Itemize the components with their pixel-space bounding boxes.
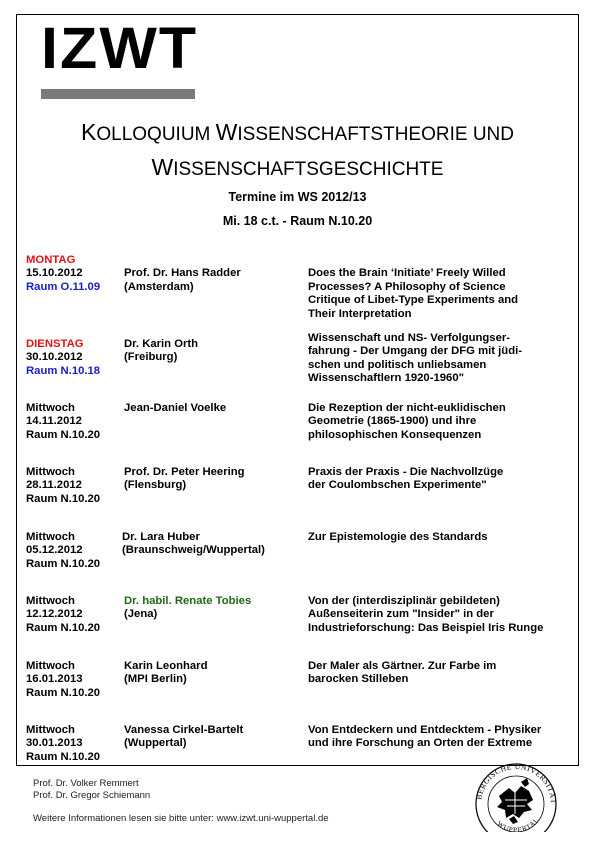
entry-title-column <box>308 402 571 442</box>
entry-date: 16.01.2013 <box>26 673 83 686</box>
entry-date: 30.10.2012 <box>26 351 83 364</box>
entry-speaker-column <box>124 267 304 294</box>
entry-title-column <box>308 595 571 635</box>
entry-date-column <box>26 660 122 700</box>
entry-title-line: Critique of Libet-Type Experiments and <box>308 294 519 307</box>
entry-date: 14.11.2012 <box>26 415 82 428</box>
entry-title-column <box>308 660 571 687</box>
entry-date: 30.01.2013 <box>26 737 83 750</box>
entry-title-line: Außenseiterin zum "Insider" in der <box>308 608 494 621</box>
entry-title-line: Geometrie (1865-1900) und ihre <box>308 415 477 428</box>
entry-date: 12.12.2012 <box>26 608 83 621</box>
entry-title-column <box>308 724 571 751</box>
entry-title-line: Processes? A Philosophy of Science <box>308 280 506 293</box>
entry-title-line: Industrieforschung: Das Beispiel Iris Runge <box>308 621 544 634</box>
entry-speaker: Dr. Karin Orth <box>124 338 199 350</box>
entry-room: Raum N.10.20 <box>26 557 101 570</box>
entry-affiliation: (Jena) <box>124 608 158 621</box>
entry-title-line: fahrung - Der Umgang der DFG mit jüdi- <box>308 345 523 358</box>
seal-emblem-icon <box>469 760 564 832</box>
entry-speaker-column <box>124 660 304 687</box>
entry-date-column <box>26 402 122 442</box>
entry-title-line: Zur Epistemologie des Standards <box>308 531 488 543</box>
entry-day: Mittwoch <box>26 466 75 478</box>
entry-room: Raum O.11.09 <box>26 280 101 293</box>
entry-speaker: Prof. Dr. Peter Heering <box>124 466 245 478</box>
entry-day: Mittwoch <box>26 724 75 736</box>
entry-day: DIENSTAG <box>26 338 84 350</box>
izwt-logo <box>41 16 199 102</box>
entry-affiliation: (Braunschweig/Wuppertal) <box>122 544 265 557</box>
organizers <box>33 778 150 801</box>
entry-speaker: Dr. Lara Huber <box>122 531 200 543</box>
entry-title-column <box>308 466 571 493</box>
entry-speaker: Jean-Daniel Voelke <box>124 402 227 414</box>
entry-room: Raum N.10.20 <box>26 621 101 634</box>
entry-room: Raum N.10.20 <box>26 750 101 763</box>
entry-speaker-column <box>122 531 302 558</box>
entry-affiliation: (Amsterdam) <box>124 280 194 293</box>
semester-subtitle: Termine im WS 2012/13 <box>228 190 367 204</box>
entry-room: Raum N.10.20 <box>26 492 101 505</box>
entry-title-line: Praxis der Praxis - Die Nachvollzüge <box>308 466 504 478</box>
entry-affiliation: (Freiburg) <box>124 351 178 364</box>
entry-speaker-column <box>124 595 304 622</box>
page-title <box>0 116 595 186</box>
entry-speaker-column <box>124 724 304 751</box>
entry-room: Raum N.10.18 <box>26 364 101 377</box>
entry-speaker: Karin Leonhard <box>124 660 208 672</box>
svg-text:BERGISCHE UNIVERSITÄT: BERGISCHE UNIVERSITÄT <box>474 761 559 805</box>
entry-date-column <box>26 338 122 378</box>
entry-speaker: Dr. habil. Renate Tobies <box>124 595 252 607</box>
title-line-2: WISSENSCHAFTSGESCHICHTE <box>151 154 444 180</box>
entry-title-line: Wissenschaftlern 1920-1960" <box>308 372 464 385</box>
entry-title-line: Die Rezeption der nicht-euklidischen <box>308 402 506 414</box>
svg-text:WUPPERTAL: WUPPERTAL <box>495 815 541 832</box>
organizer-name: Prof. Dr. Gregor Schiemann <box>33 789 151 801</box>
entry-title-line: Der Maler als Gärtner. Zur Farbe im <box>308 660 497 672</box>
entry-title-column <box>308 267 571 321</box>
entry-title-line: Wissenschaft und NS- Verfolgungser- <box>308 332 511 344</box>
entry-title-line: schen und politisch unliebsamen <box>308 358 487 371</box>
website-note: Weitere Informationen lesen sie bitte unter: www.izwt.uni-wuppertal.de <box>33 813 329 824</box>
entry-room: Raum N.10.20 <box>26 686 101 699</box>
entry-speaker-column <box>124 466 304 493</box>
entry-affiliation: (Wuppertal) <box>124 737 187 750</box>
entry-speaker-column <box>124 402 304 415</box>
entry-day: Mittwoch <box>26 402 75 414</box>
time-room-subtitle: Mi. 18 c.t. - Raum N.10.20 <box>222 214 373 228</box>
entry-title-line: und ihre Forschung an Orten der Extreme <box>308 737 533 750</box>
entry-title-line: barocken Stilleben <box>308 673 409 686</box>
title-line-1: KOLLOQUIUM WISSENSCHAFTSTHEORIE UND <box>81 119 514 145</box>
university-seal <box>469 760 564 832</box>
entry-speaker: Vanessa Cirkel-Bartelt <box>124 724 244 736</box>
entry-speaker: Prof. Dr. Hans Radder <box>124 267 241 280</box>
entry-title-column <box>308 332 571 386</box>
entry-date-column <box>26 595 122 635</box>
entry-date: 05.12.2012 <box>26 544 83 557</box>
entry-title-line: der Coulombschen Experimente" <box>308 479 487 492</box>
entry-day: Mittwoch <box>26 660 75 672</box>
entry-title-line: philosophischen Konsequenzen <box>308 428 482 441</box>
logo-bar <box>41 89 195 99</box>
entry-day: Mittwoch <box>26 595 75 607</box>
organizer-name: Prof. Dr. Volker Remmert <box>33 778 139 789</box>
entry-date-column <box>26 531 122 571</box>
entry-title-column <box>308 531 571 544</box>
logo-text: IZWT <box>41 16 199 81</box>
entry-speaker-column <box>124 338 304 365</box>
entry-date: 28.11.2012 <box>26 479 82 492</box>
entry-room: Raum N.10.20 <box>26 428 101 441</box>
entry-title-line: Von der (interdisziplinär gebildeten) <box>308 595 500 607</box>
entry-date-column <box>26 724 122 764</box>
entry-title-line: Von Entdeckern und Entdecktem - Physiker <box>308 724 542 736</box>
entry-affiliation: (Flensburg) <box>124 479 187 492</box>
entry-date-column <box>26 254 122 294</box>
entry-day: Mittwoch <box>26 531 75 543</box>
entry-date-column <box>26 466 122 506</box>
entry-title-line: Does the Brain ‘Initiate’ Freely Willed <box>308 267 506 280</box>
entry-day: MONTAG <box>26 254 76 266</box>
entry-title-line: Their Interpretation <box>308 307 412 320</box>
entry-affiliation: (MPI Berlin) <box>124 673 187 686</box>
entry-date: 15.10.2012 <box>26 267 83 280</box>
